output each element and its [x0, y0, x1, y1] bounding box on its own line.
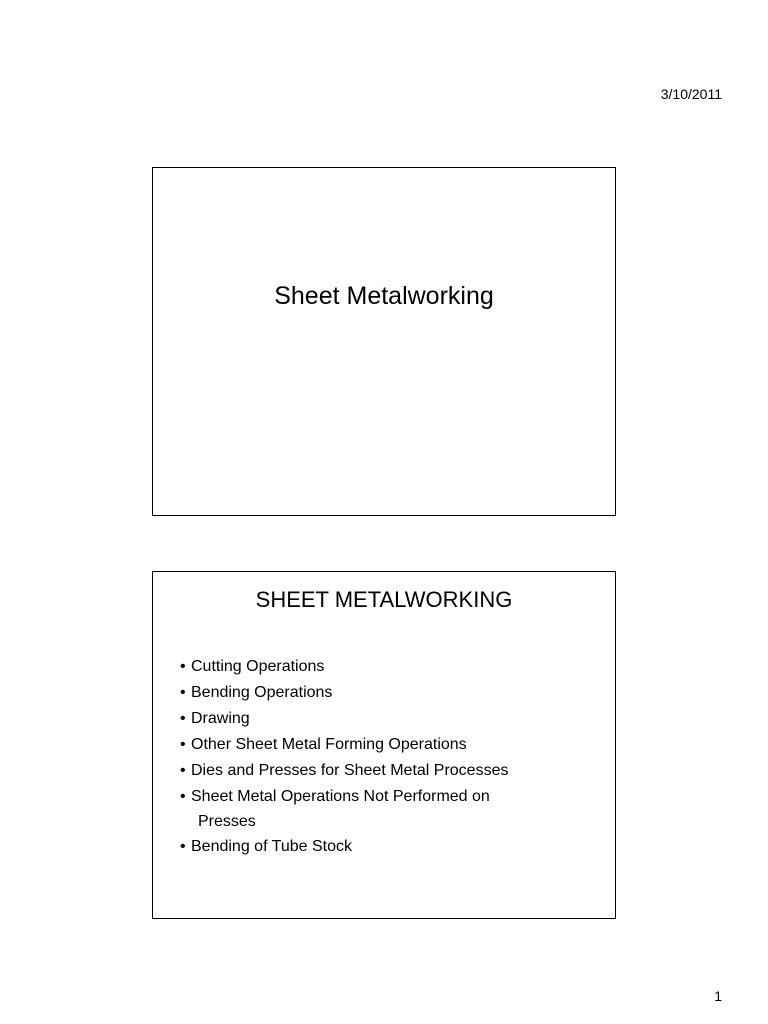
slide-title-page: [152, 167, 616, 516]
list-item: [180, 784, 595, 834]
bullet-icon: •: [180, 788, 186, 805]
list-item: [180, 834, 595, 860]
bullet-icon: •: [180, 762, 186, 779]
list-item-text: Bending Operations: [191, 684, 333, 701]
list-item-text: Other Sheet Metal Forming Operations: [191, 736, 467, 753]
bullet-icon: •: [180, 838, 186, 855]
bullet-icon: •: [180, 710, 186, 727]
bullet-icon: •: [180, 658, 186, 675]
list-item-continuation: Presses: [198, 813, 256, 830]
list-item-text: Sheet Metal Operations Not Performed on: [191, 788, 490, 805]
bullet-icon: •: [180, 736, 186, 753]
page-number: 1: [714, 988, 722, 1004]
bullet-icon: •: [180, 684, 186, 701]
list-item-text: Dies and Presses for Sheet Metal Processes: [191, 762, 509, 779]
list-item: [180, 706, 595, 732]
list-item: [180, 732, 595, 758]
page-date: 3/10/2011: [660, 86, 722, 102]
slide-heading: SHEET METALWORKING: [255, 587, 513, 612]
list-item: [180, 680, 595, 706]
list-item: [180, 654, 595, 680]
slide-outline: [152, 571, 616, 919]
bullet-list: [180, 654, 595, 860]
list-item-text: Cutting Operations: [191, 658, 325, 675]
list-item-text: Bending of Tube Stock: [191, 838, 352, 855]
slide-title: Sheet Metalworking: [274, 282, 494, 310]
list-item-text: Drawing: [191, 710, 250, 727]
list-item: [180, 758, 595, 784]
